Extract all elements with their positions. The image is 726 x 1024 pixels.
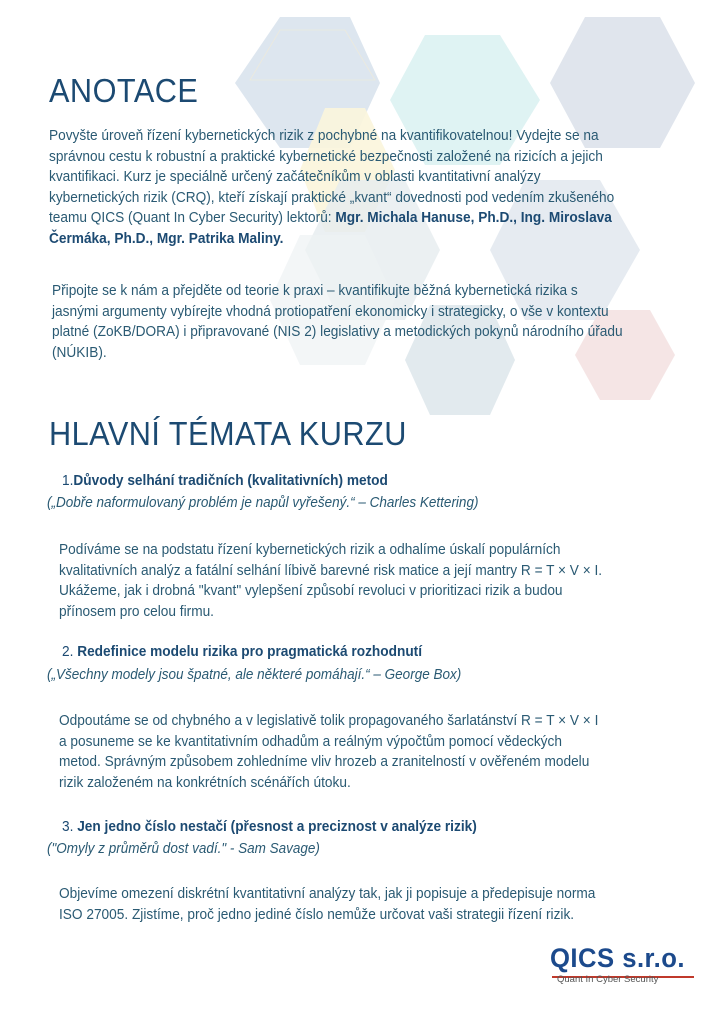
text-line: jasnými argumenty vybírejte vhodná protiopatření ekonomicky i strategicky, o vše v kontextu	[52, 302, 609, 320]
text-line: kvantifikaci. Kurz je speciálně určený začátečníkům v oblasti kvantitativní analýzy	[49, 168, 541, 185]
text-line: (NÚKIB).	[52, 343, 107, 361]
text-line: Podíváme se na podstatu řízení kybernetických rizik a odhalíme úskalí populárních	[59, 541, 561, 558]
text-line: Povyšte úroveň řízení kybernetických rizik z pochybné na kvantifikovatelnou! Vydejte se na	[49, 127, 599, 144]
topics-heading: HLAVNÍ TÉMATA KURZU	[49, 415, 407, 452]
text-line: platné (ZoKB/DORA) i připravované (NIS 2) legislativy a metodických pokynů národního úřadu	[52, 323, 623, 340]
annotation-paragraph-2	[52, 281, 623, 363]
topic-description-2	[59, 711, 598, 793]
text-line: metod. Správným způsobem zohledníme vliv hrozeb a zranitelností v ověřeném modelu	[59, 753, 590, 770]
topic-title-3	[62, 818, 477, 835]
topic-title-2	[62, 643, 422, 660]
text-line	[49, 208, 614, 229]
text-line: a posuneme se ke kvantitativním odhadům a reálným výpočtům pomocí vědeckých	[59, 732, 562, 750]
topic-title-1	[62, 472, 388, 489]
text-line: Objevíme omezení diskrétní kvantitativní analýzy tak, jak ji popisuje a předepisuje norma	[59, 885, 596, 902]
topic-quote-3: ("Omyly z průměrů dost vadí." - Sam Savage)	[47, 840, 320, 857]
text-line: ISO 27005. Zjistíme, proč jedno jediné číslo nemůže určovat vaši strategii řízení rizik.	[59, 905, 575, 923]
topic-description-3	[59, 884, 595, 925]
text-segment: teamu QICS (Quant In Cyber Security) lektorů:	[49, 209, 336, 226]
text-line	[49, 229, 614, 250]
topic-title-text: Jen jedno číslo nestačí (přesnost a preciznost v analýze rizik)	[77, 818, 477, 835]
topic-title-text: Redefinice modelu rizika pro pragmatická rozhodnutí	[77, 643, 423, 660]
text-line: Ukážeme, jak i drobná "kvant" vylepšení způsobí revoluci v prioritizaci rizik a budou	[59, 582, 563, 599]
text-line: Odpoutáme se od chybného a v legislativě tolik propagovaného šarlatánství R = T × V × I	[59, 712, 599, 729]
company-logo	[550, 943, 710, 987]
text-line: správnou cestu k robustní a praktické kybernetické bezpečnosti založené na rizicích a jejich	[49, 147, 603, 165]
topic-number: 2.	[62, 643, 78, 660]
logo-tagline: Quant In Cyber Security	[557, 974, 659, 985]
text-line: přínosem pro celou firmu.	[59, 602, 214, 620]
annotation-heading: ANOTACE	[49, 72, 199, 109]
topic-number: 3.	[62, 818, 78, 835]
topic-number: 1.	[62, 472, 74, 489]
lecturer-names: Mgr. Michala Hanuse, Ph.D., Ing. Miroslava	[335, 209, 612, 226]
text-line: kvalitativních analýz a fatální selhání líbivě barevné risk matice a její mantry R = T × V × I.	[59, 561, 603, 579]
topic-description-1	[59, 540, 602, 622]
annotation-paragraph-1	[49, 126, 614, 249]
topic-quote-2: („Všechny modely jsou špatné, ale některé pomáhají.“ – George Box)	[47, 666, 462, 683]
topic-title-text: Důvody selhání tradičních (kvalitativních) metod	[73, 472, 388, 489]
text-line: kybernetických rizik (CRQ), kteří získají praktické „kvant“ dovednosti pod vedením zkušeného	[49, 188, 615, 206]
logo-name: QICS s.r.o.	[550, 943, 685, 973]
topic-quote-1: („Dobře naformulovaný problém je napůl vyřešený.“ – Charles Kettering)	[47, 494, 479, 511]
text-line: rizik založeném na konkrétních scénářích útoku.	[59, 773, 351, 791]
lecturer-names: Čermáka, Ph.D., Mgr. Patrika Maliny.	[49, 229, 284, 247]
text-line: Připojte se k nám a přejděte od teorie k praxi – kvantifikujte běžná kybernetická rizika s	[52, 282, 578, 299]
